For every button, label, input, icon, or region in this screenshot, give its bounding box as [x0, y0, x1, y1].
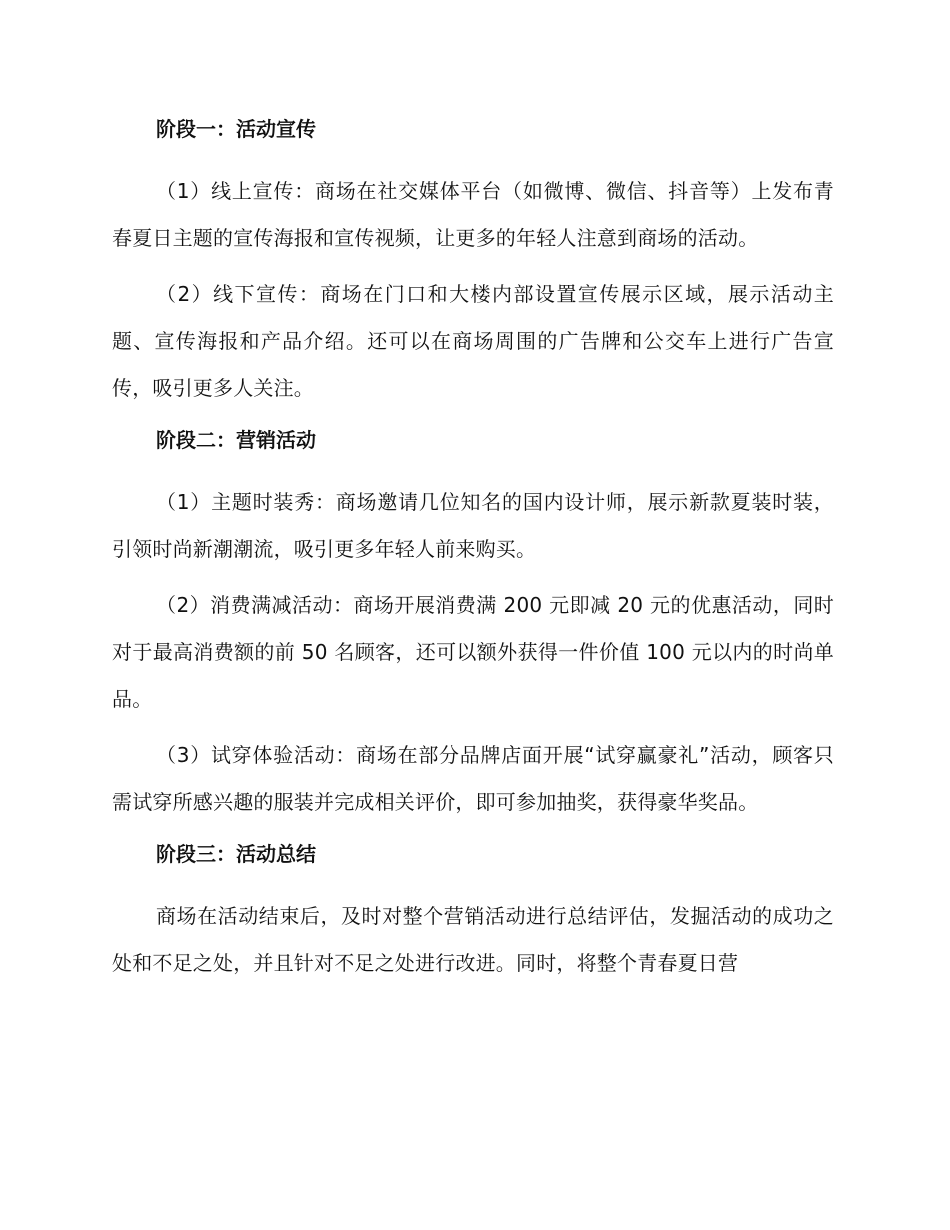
paragraph-try-on-event: （3）试穿体验活动：商场在部分品牌店面开展“试穿赢豪礼”活动，顾客只需试穿所感兴趣的服装并完成相关评价，即可参加抽奖，获得豪华奖品。: [112, 743, 834, 814]
paragraph-online-promotion: （1）线上宣传：商场在社交媒体平台（如微博、微信、抖音等）上发布青春夏日主题的宣传海报和宣传视频，让更多的年轻人注意到商场的活动。: [112, 179, 834, 250]
section-heading-stage-2: 阶段二：营销活动: [156, 428, 316, 452]
paragraph-summary: 商场在活动结束后，及时对整个营销活动进行总结评估，发掘活动的成功之处和不足之处，并且针对不足之处进行改进。同时，将整个青春夏日营: [112, 904, 834, 975]
section-heading-stage-1: 阶段一：活动宣传: [156, 117, 316, 141]
paragraph-offline-promotion: （2）线下宣传：商场在门口和大楼内部设置宣传展示区域，展示活动主题、宣传海报和产品介绍。还可以在商场周围的广告牌和公交车上进行广告宣传，吸引更多人关注。: [112, 282, 834, 400]
paragraph-discount-event: （2）消费满减活动：商场开展消费满 200 元即减 20 元的优惠活动，同时对于最高消费额的前 50 名顾客，还可以额外获得一件价值 100 元以内的时尚单品。: [112, 593, 834, 711]
paragraph-fashion-show: （1）主题时装秀：商场邀请几位知名的国内设计师，展示新款夏装时装，引领时尚新潮潮流，吸引更多年轻人前来购买。: [112, 490, 834, 561]
document-body: [112, 110, 834, 987]
section-heading-stage-3: 阶段三：活动总结: [156, 842, 316, 866]
